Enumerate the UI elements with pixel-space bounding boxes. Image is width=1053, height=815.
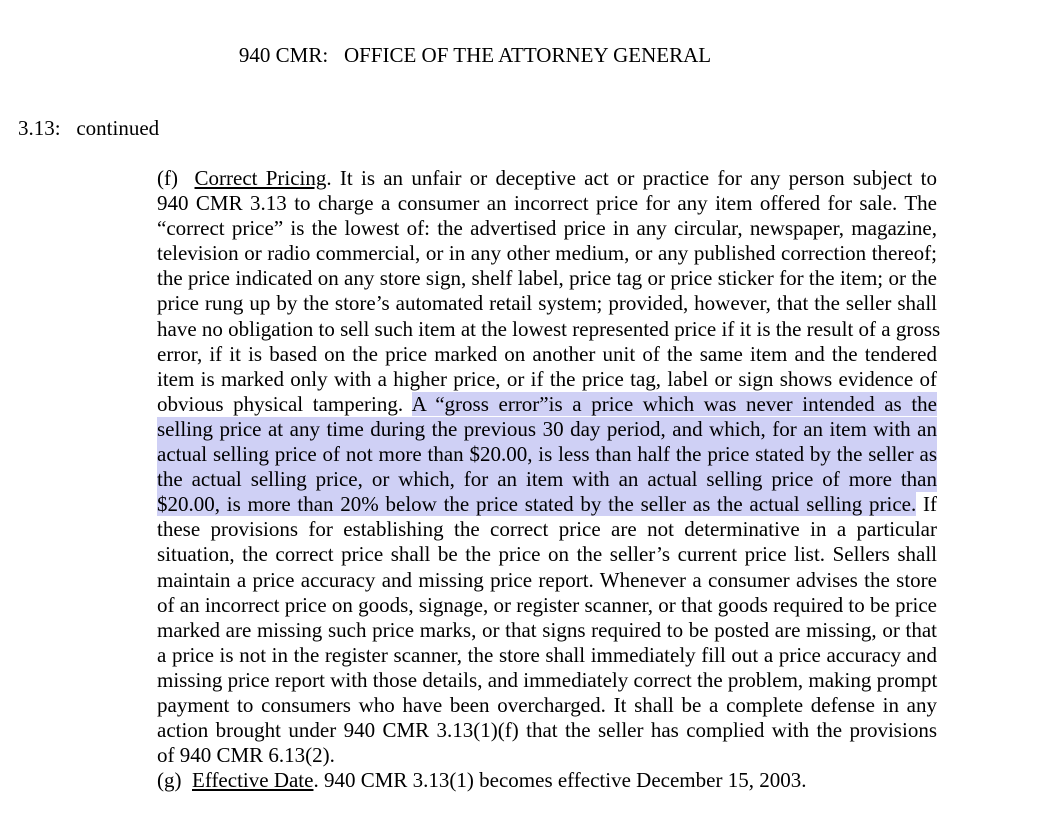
text-line: item is marked only with a higher price, or if the price tag, label or sign shows evidence of xyxy=(157,366,937,391)
text-line: of an incorrect price on goods, signage, or register scanner, or that goods required to be price xyxy=(157,592,937,617)
paragraph-g-line xyxy=(157,768,937,793)
text-line: situation, the correct price shall be the price on the seller’s current price list. Sellers shall xyxy=(157,542,937,567)
section-label: 3.13: continued xyxy=(18,116,160,140)
highlighted-text: $20.00, is more than 20% below the price stated by the seller as the actual selling price. xyxy=(157,492,917,517)
text-line: marked are missing such price marks, or that signs required to be posted are missing, or that xyxy=(157,617,937,642)
text-line xyxy=(157,492,937,517)
paragraph-g-text: . 940 CMR 3.13(1) becomes effective December 15, 2003. xyxy=(313,768,807,793)
highlighted-line: selling price at any time during the previous 30 day period, and which, for an item with an xyxy=(157,416,937,441)
text-plain: If xyxy=(916,492,937,517)
text-line: television or radio commercial, or in any other medium, or any published correction thereof; xyxy=(157,241,937,266)
text-line: maintain a price accuracy and missing price report. Whenever a consumer advises the store xyxy=(157,567,937,592)
highlighted-line: the actual selling price, or which, for an item with an actual selling price of more than xyxy=(157,467,937,492)
paragraph-f-marker: (f) xyxy=(157,166,178,190)
text-line: a price is not in the register scanner, the store shall immediately fill out a price accuracy and xyxy=(157,642,937,667)
text-line: price rung up by the store’s automated retail system; provided, however, that the seller shall xyxy=(157,291,937,316)
paragraph-f-heading: Correct Pricing xyxy=(194,166,327,190)
text-line: the price indicated on any store sign, shelf label, price tag or price sticker for the item; or the xyxy=(157,266,937,291)
text-line: “correct price” is the lowest of: the advertised price in any circular, newspaper, magazine, xyxy=(157,216,937,241)
text-plain: obvious physical tampering. xyxy=(157,391,412,416)
paragraph-f-text: . It is an unfair or deceptive act or practice for any person subject to xyxy=(326,166,937,190)
text-line: 940 CMR 3.13 to charge a consumer an incorrect price for any item offered for sale. The xyxy=(157,191,937,216)
highlighted-text: A “gross error”is a price which was never intended as the xyxy=(411,391,937,416)
paragraph-f-line-1 xyxy=(157,166,937,191)
paragraph-g-marker: (g) xyxy=(157,768,182,793)
regulation-body xyxy=(157,166,941,793)
text-line: missing price report with those details, and immediately correct the problem, making prompt xyxy=(157,667,938,692)
page-header: 940 CMR: OFFICE OF THE ATTORNEY GENERAL xyxy=(238,43,712,67)
highlighted-line: actual selling price of not more than $20.00, is less than half the price stated by the seller as xyxy=(157,442,937,467)
text-line: of 940 CMR 6.13(2). xyxy=(157,743,335,768)
paragraph-g-heading: Effective Date xyxy=(192,768,314,793)
text-line: these provisions for establishing the correct price are not determinative in a particular xyxy=(157,517,937,542)
text-line: error, if it is based on the price marked on another unit of the same item and the tendered xyxy=(157,341,937,366)
text-line: have no obligation to sell such item at the lowest represented price if it is the result of a gross xyxy=(157,316,941,341)
text-line: action brought under 940 CMR 3.13(1)(f) that the seller has complied with the provisions xyxy=(157,718,937,743)
text-line xyxy=(157,392,937,417)
text-line: payment to consumers who have been overcharged. It shall be a complete defense in any xyxy=(157,692,937,717)
